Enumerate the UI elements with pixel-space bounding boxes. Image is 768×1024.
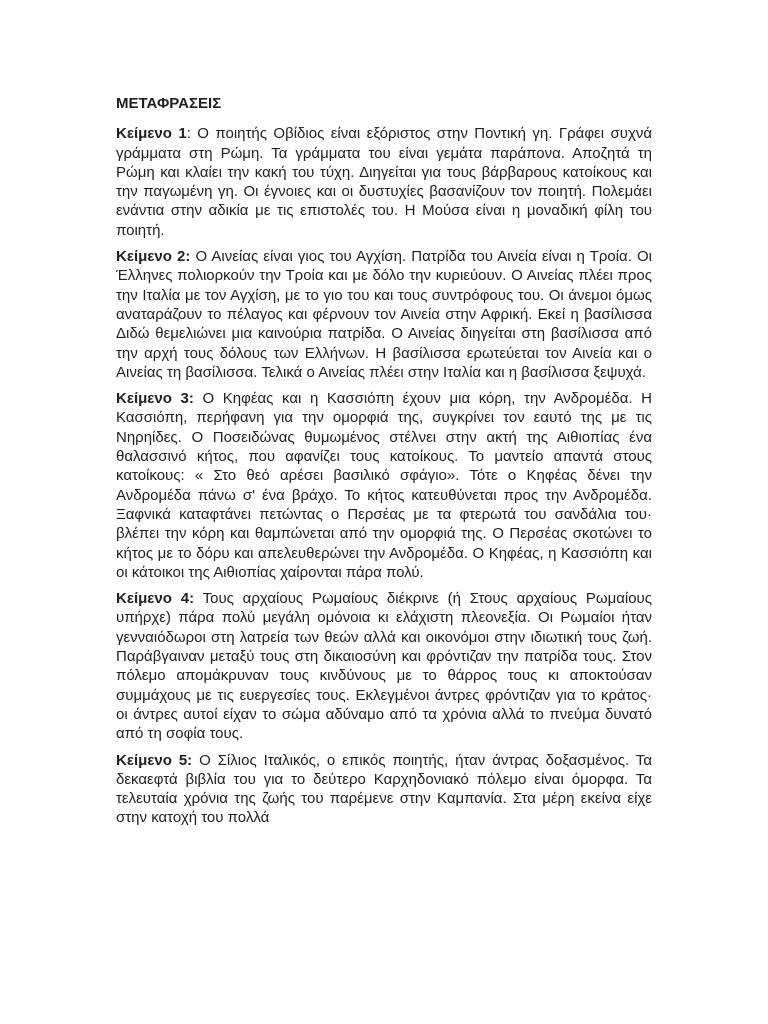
passage-1	[116, 124, 652, 240]
passage-text: Τους αρχαίους Ρωμαίους διέκρινε (ή Στους αρχαίους Ρωμαίους υπήρχε) πάρα πολύ μεγάλη ομόνοια κι ελάχιστη πλεονεξία. Οι Ρωμαίοι ήταν γενναιόδωροι στη λατρεία των θεών αλλά και οικονόμοι στην ιδιωτική τους ζωή. Παράβγαιναν μεταξύ τους στη δικαιοσύνη και φρόντιζαν την πατρίδα τους. Στον πόλεμο απομάκρυναν τους κινδύνους με το θάρρος τους κι αποκτούσαν συμμάχους με τις ευεργεσίες τους. Εκλεγμένοι άντρες φρόντιζαν για το κράτος· οι άντρες αυτοί είχαν το σώμα αδύναμο από τα χρόνια αλλά το πνεύμα δυνατό από τη σοφία τους.	[116, 590, 652, 743]
passage-label: Κείμενο 5:	[116, 751, 193, 769]
passage-label: Κείμενο 1	[116, 125, 187, 143]
passage-label: Κείμενο 4:	[116, 590, 195, 608]
passage-5	[116, 751, 652, 828]
passage-text: Ο Αινείας είναι γιος του Αγχίση. Πατρίδα του Αινεία είναι η Τροία. Οι Έλληνες πολιορκούν την Τροία και με δόλο την κυριεύουν. Ο Αινείας πλέει προς την Ιταλία με τον Αγχίση, με το γιο του και τους συντρόφους του. Οι άνεμοι όμως αναταράζουν το πέλαγος και φέρνουν τον Αινεία στην Αφρική. Εκεί η βασίλισσα Διδώ θεμελιώνει μια καινούρια πατρίδα. Ο Αινείας διηγείται στη βασίλισσα από την αρχή τους δόλους των Ελλήνων. Η βασίλισσα ερωτεύεται τον Αινεία και ο Αινείας τη βασίλισσα. Τελικά ο Αινείας πλέει στην Ιταλία και η βασίλισσα ξεψυχά.	[116, 248, 652, 381]
passage-2	[116, 247, 652, 382]
passage-text: : Ο ποιητής Οβίδιος είναι εξόριστος στην Ποντική γη. Γράφει συχνά γράμματα στη Ρώμη. Τα γράμματα του είναι γεμάτα παράπονα. Αποζητά τη Ρώμη και κλαίει την κακή του τύχη. Διηγείται για τους βάρβαρους κατοίκους και την παγωμένη γη. Οι έγνοιες και οι δυστυχίες βασανίζουν τον ποιητή. Πολεμάει ενάντια στην αδικία με τις επιστολές του. Η Μούσα είναι η μοναδική φίλη του ποιητή.	[116, 125, 652, 239]
passage-label: Κείμενο 2:	[116, 248, 191, 266]
passage-4	[116, 589, 652, 743]
document-page	[116, 94, 652, 835]
document-title: ΜΕΤΑΦΡΑΣΕΙΣ	[116, 95, 222, 112]
passage-text: Ο Σίλιος Ιταλικός, ο επικός ποιητής, ήταν άντρας δοξασμένος. Τα δεκαεφτά βιβλία του για το δεύτερο Καρχηδονιακό πόλεμο είναι όμορφα. Τα τελευταία χρόνια της ζωής του παρέμενε στην Καμπανία. Στα μέρη εκείνα είχε στην κατοχή του πολλά	[116, 751, 652, 827]
passage-label: Κείμενο 3:	[116, 390, 194, 408]
passage-text: Ο Κηφέας και η Κασσιόπη έχουν μια κόρη, την Ανδρομέδα. Η Κασσιόπη, περήφανη για την ομορφιά της, συγκρίνει τον εαυτό της με τις Νηρηίδες. Ο Ποσειδώνας θυμωμένος στέλνει στην ακτή της Αιθιοπίας ένα θαλασσινό κήτος, που αφανίζει τους κατοίκους. Το μαντείο απαντά στους κατοίκους: « Στο θεό αρέσει βασιλικό σφάγιο». Τότε ο Κηφέας δένει την Ανδρομέδα πάνω σ' ένα βράχο. Το κήτος κατευθύνεται προς την Ανδρομέδα. Ξαφνικά καταφτάνει πετώντας ο Περσέας με τα φτερωτά του σανδάλια του· βλέπει την κόρη και θαμπώνεται από την ομορφιά της. Ο Περσέας σκοτώνει το κήτος με το δόρυ και απελευθερώνει την Ανδρομέδα. Ο Κηφέας, η Κασσιόπη και οι κάτοικοι της Αιθιοπίας χαίρονται πάρα πολύ.	[116, 390, 652, 581]
passage-3	[116, 389, 652, 582]
